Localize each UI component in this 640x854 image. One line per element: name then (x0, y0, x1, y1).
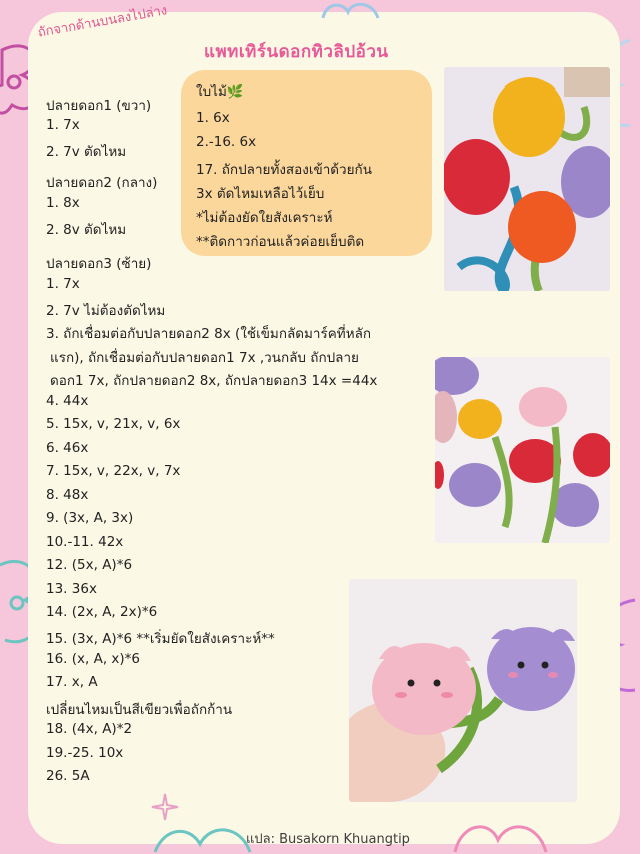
petal1-row: 2. 7v ตัดไหม (46, 144, 127, 160)
leaf-row: **ติดกาวก่อนแล้วค่อยเย็บติด (196, 234, 365, 250)
petal3-row: 8. 48x (46, 487, 89, 503)
petal3-row: 7. 15x, v, 22x, v, 7x (46, 463, 181, 479)
direction-note: ถักจากด้านบนลงไปล่าง (36, 3, 169, 41)
tulip-bouquet-photo (444, 67, 610, 291)
cloud-doodle-top (318, 0, 388, 22)
petal3-row: 13. 36x (46, 581, 97, 597)
petal3-row: 17. x, A (46, 674, 98, 690)
leaf-row: 17. ถักปลายทั้งสองเข้าด้วยกัน (196, 162, 372, 178)
petal3-row: 3. ถักเชื่อมต่อกับปลายดอก2 8x (ใช้เข็มกลัดมาร์คที่หลัก (46, 326, 372, 342)
petal3-row: 10.-11. 42x (46, 534, 124, 550)
translator-credit: แปล: Busakorn Khuangtip (246, 832, 410, 847)
petal3-row: แรก), ถักเชื่อมต่อกับปลายดอก1 7x ,วนกลับ ถักปลาย (50, 350, 359, 366)
petal1-heading: ปลายดอก1 (ขวา) (46, 98, 152, 114)
leaf-heading: ใบไม้🌿 (196, 84, 244, 100)
leaf-row: 2.-16. 6x (196, 134, 257, 150)
petal3-row: เปลี่ยนไหมเป็นสีเขียวเพื่อถักก้าน (46, 702, 233, 718)
petal3-row: 5. 15x, v, 21x, v, 6x (46, 416, 181, 432)
petal3-row: 1. 7x (46, 276, 80, 292)
petal3-row: 14. (2x, A, 2x)*6 (46, 604, 158, 620)
petal3-row: 12. (5x, A)*6 (46, 557, 133, 573)
tulips-in-hand-photo (349, 579, 577, 802)
petal3-row: 18. (4x, A)*2 (46, 721, 133, 737)
petal3-heading: ปลายดอก3 (ซ้าย) (46, 256, 152, 272)
petal3-row: 6. 46x (46, 440, 89, 456)
petal3-row: 19.-25. 10x (46, 745, 124, 761)
petal3-row: 16. (x, A, x)*6 (46, 651, 141, 667)
flower-doodle-bottom-mid (450, 812, 550, 854)
petal2-row: 1. 8x (46, 195, 80, 211)
leaf-row: 3x ตัดไหมเหลือไว้เย็บ (196, 186, 325, 202)
petal3-row: 26. 5A (46, 768, 90, 784)
sparkle-doodle (150, 792, 180, 822)
petal3-row: ดอก1 7x, ถักปลายดอก2 8x, ถักปลายดอก3 14x =44x (50, 373, 378, 389)
petal2-row: 2. 8v ตัดไหม (46, 222, 127, 238)
petal3-row: 15. (3x, A)*6 **เริ่มยัดใยสังเคราะห์** (46, 631, 275, 647)
tulip-flatlay-photo (435, 357, 610, 543)
petal3-row: 4. 44x (46, 393, 89, 409)
petal2-heading: ปลายดอก2 (กลาง) (46, 175, 158, 191)
leaf-instructions-box (181, 70, 432, 256)
petal3-row: 2. 7v ไม่ต้องตัดไหม (46, 303, 166, 319)
flower-doodle-bottom-center (150, 818, 260, 854)
petal1-row: 1. 7x (46, 117, 80, 133)
pattern-title: แพทเทิร์นดอกทิวลิปอ้วน (204, 42, 389, 62)
petal3-row: 9. (3x, A, 3x) (46, 510, 134, 526)
leaf-row: *ไม่ต้องยัดใยสังเคราะห์ (196, 210, 333, 226)
leaf-row: 1. 6x (196, 110, 230, 126)
